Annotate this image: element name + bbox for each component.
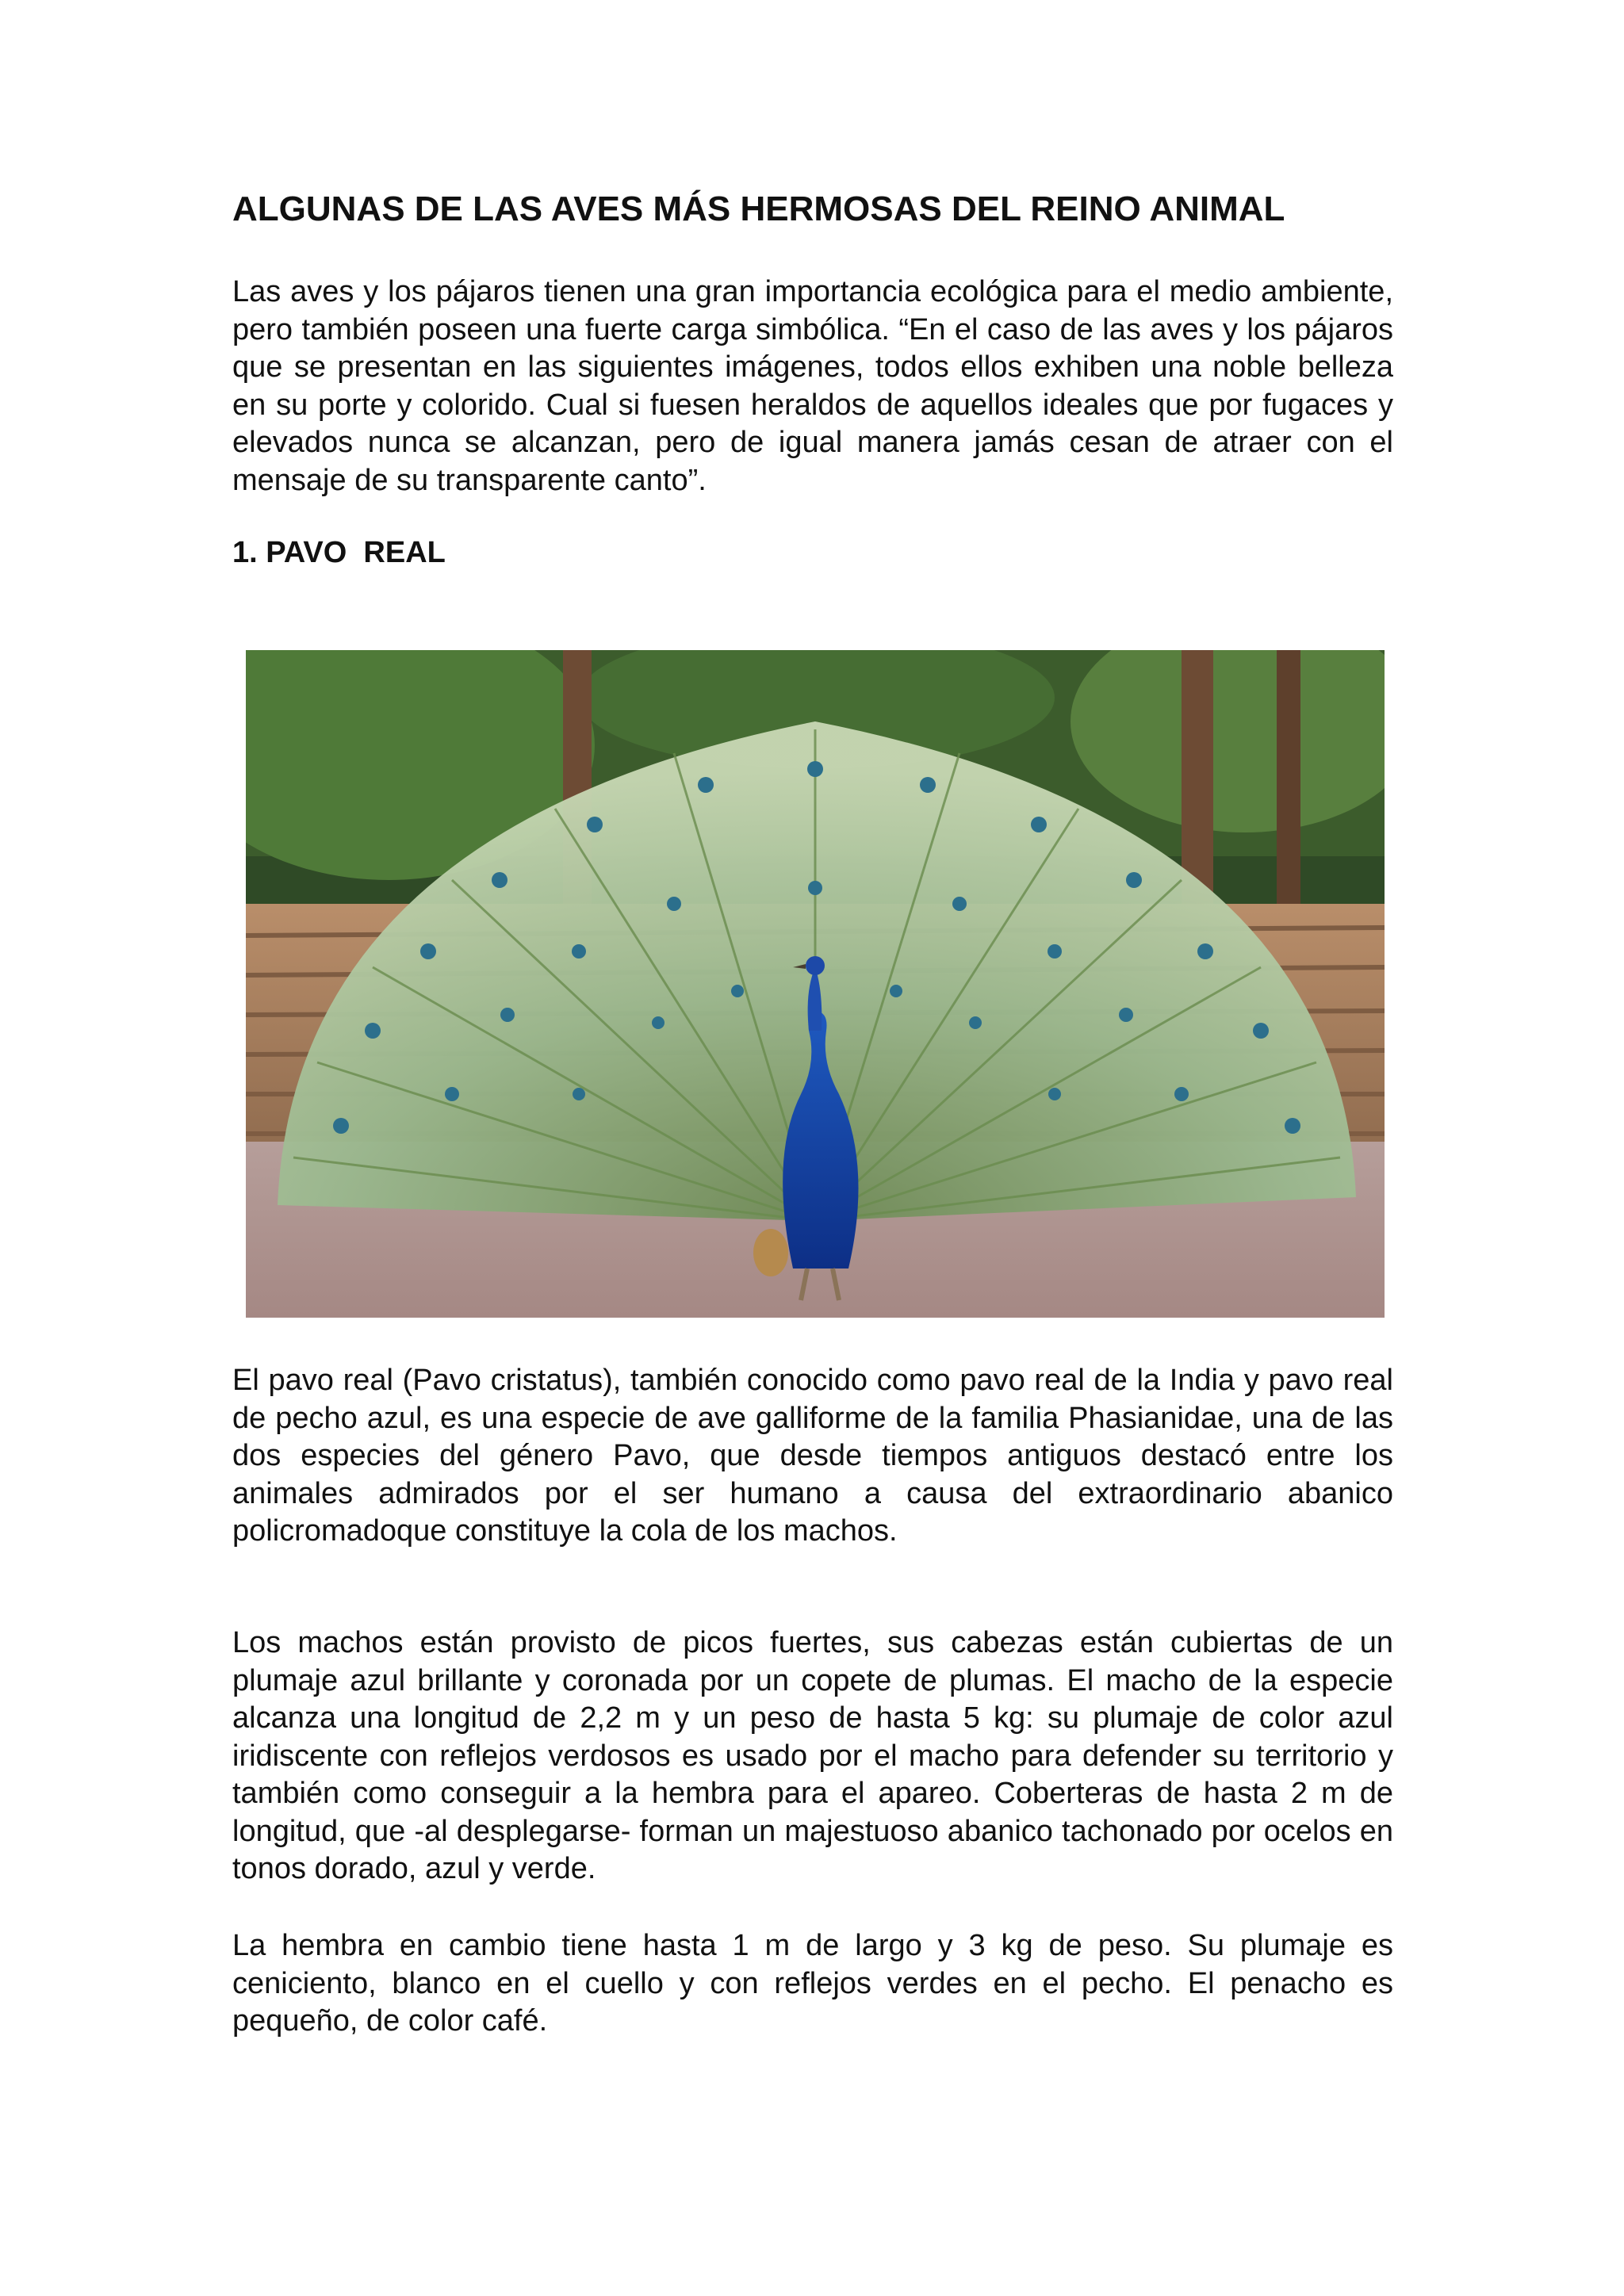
intro-paragraph: Las aves y los pájaros tienen una gran importancia ecológica para el medio ambiente, pero también poseen una fuerte carga simbólica. “En el caso de las aves y los pájaros que se presentan en las siguientes imágenes, todos ellos exhiben una noble belleza en su porte y colorido. Cual si fuesen heraldos de aquellos ideales que por fugaces y elevados nunca se alcanzan, pero de igual manera jamás cesan de atraer con el mensaje de su transparente canto”.: [232, 275, 1393, 497]
section-heading-pavo-real: 1. PAVO REAL: [232, 536, 446, 569]
document-title: ALGUNAS DE LAS AVES MÁS HERMOSAS DEL REINO ANIMAL: [232, 189, 1285, 228]
description-paragraph-1: El pavo real (Pavo cristatus), también conocido como pavo real de la India y pavo real de pecho azul, es una especie de ave galliforme de la familia Phasianidae, una de las dos especies del género Pavo, que desde tiempos antiguos destacó entre los animales admirados por el ser humano a causa del extraordinario abanico policromadoque constituye la cola de los machos.: [232, 1364, 1393, 1548]
description-paragraph-2: Los machos están provisto de picos fuertes, sus cabezas están cubiertas de un plumaje azul brillante y coronada por un copete de plumas. El macho de la especie alcanza una longitud de 2,2 m y un peso de hasta 5 kg: su plumaje de color azul iridiscente con reflejos verdosos es usado por el macho para defender su territorio y también como conseguir a la hembra para el apareo. Coberteras de hasta 2 m de longitud, que -al desplegarse- forman un majestuoso abanico tachonado por ocelos en tonos dorado, azul y verde.: [232, 1626, 1393, 1885]
peacock-photo: [246, 650, 1385, 1318]
description-paragraph-3: La hembra en cambio tiene hasta 1 m de largo y 3 kg de peso. Su plumaje es ceniciento, blanco en el cuello y con reflejos verdes en el pecho. El penacho es pequeño, de color café.: [232, 1929, 1393, 2038]
